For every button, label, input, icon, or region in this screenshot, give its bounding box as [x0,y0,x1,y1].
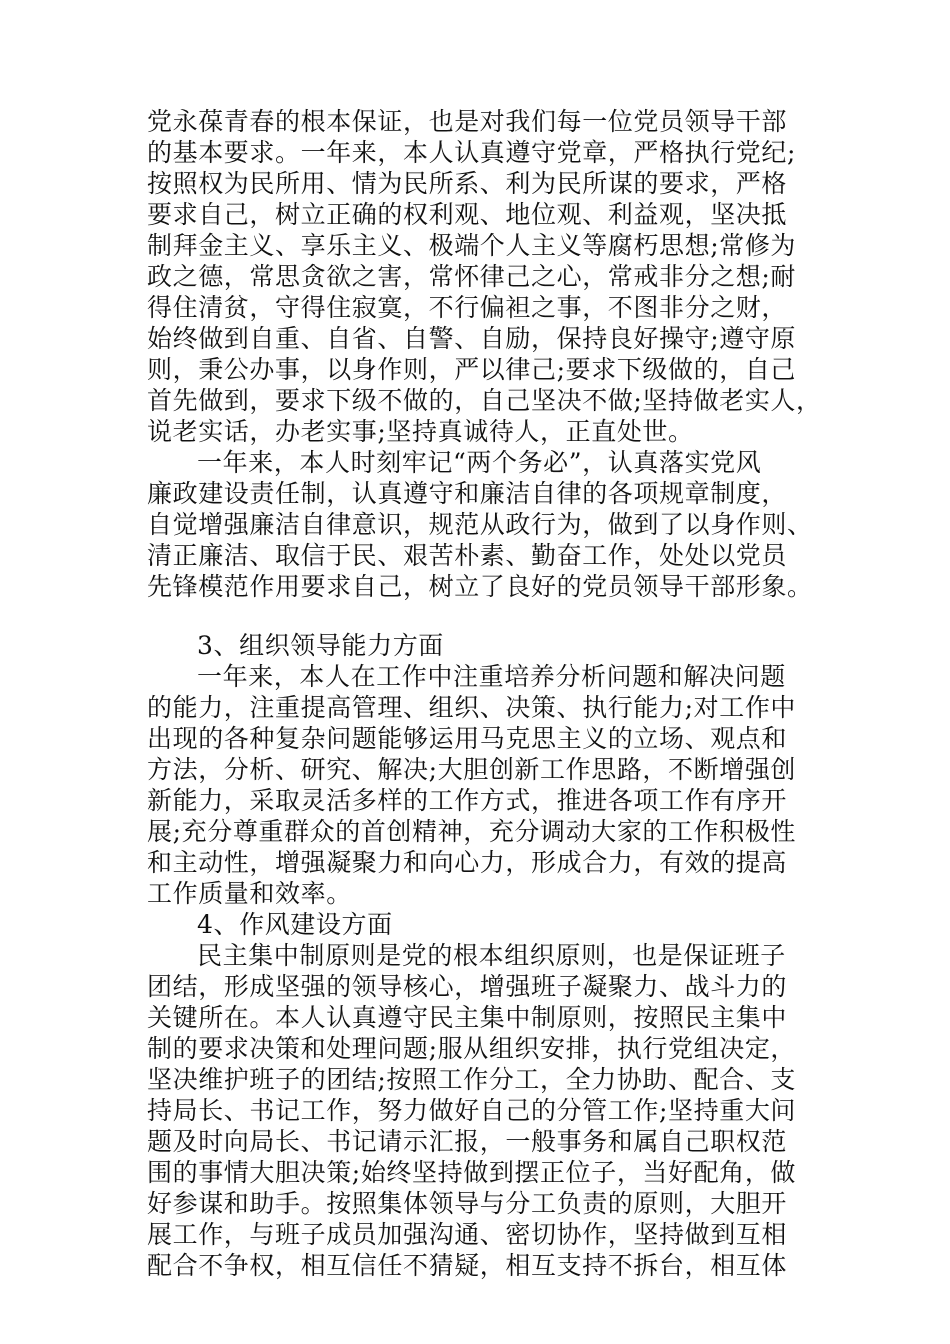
text-line: 配合不争权，相互信任不猜疑，相互支持不拆台，相互体 [147,1251,788,1280]
text-line: 和主动性，增强凝聚力和向心力，形成合力，有效的提高 [147,848,788,877]
section-heading-4: 4、作风建设方面 [197,910,393,939]
text-line: 自觉增强廉洁自律意识，规范从政行为，做到了以身作则、 [147,510,813,539]
text-line: 先锋模范作用要求自己，树立了良好的党员领导干部形象。 [147,572,813,601]
text-line: 得住清贫，守得住寂寞，不行偏袒之事，不图非分之财， [147,293,788,322]
text-line: 制拜金主义、享乐主义、极端个人主义等腐朽思想;常修为 [147,231,797,260]
text-line: 按照权为民所用、情为民所系、利为民所谋的要求，严格 [147,169,788,198]
text-line: 政之德，常思贪欲之害，常怀律己之心，常戒非分之想;耐 [147,262,797,291]
text-line: 围的事情大胆决策;始终坚持做到摆正位子，当好配角，做 [147,1158,797,1187]
text-line: 党永葆青春的根本保证，也是对我们每一位党员领导干部 [147,107,788,136]
text-line: 首先做到，要求下级不做的，自己坚决不做;坚持做老实人， [147,386,822,415]
text-line: 廉政建设责任制，认真遵守和廉洁自律的各项规章制度， [147,479,788,508]
text-line: 展;充分尊重群众的首创精神，充分调动大家的工作积极性 [147,817,797,846]
text-line: 题及时向局长、书记请示汇报，一般事务和属自己职权范 [147,1127,788,1156]
text-line: 民主集中制原则是党的根本组织原则，也是保证班子 [197,941,786,970]
text-line: 一年来，本人时刻牢记“两个务必”，认真落实党风 [197,448,762,477]
text-line: 坚决维护班子的团结;按照工作分工，全力协助、配合、支 [147,1065,797,1094]
text-line: 好参谋和助手。按照集体领导与分工负责的原则，大胆开 [147,1189,788,1218]
text-line: 展工作，与班子成员加强沟通、密切协作，坚持做到互相 [147,1220,788,1249]
paragraph-integrity [147,106,822,447]
text-line: 新能力，采取灵活多样的工作方式，推进各项工作有序开 [147,786,788,815]
section-heading-3: 3、组织领导能力方面 [197,631,444,660]
paragraph-work-style [147,940,812,1281]
text-line: 则，秉公办事，以身作则，严以律己;要求下级做的，自己 [147,355,797,384]
document-page [147,106,822,1281]
text-line: 说老实话，办老实事;坚持真诚待人，正直处世。 [147,417,694,446]
text-line: 关键所在。本人认真遵守民主集中制原则，按照民主集中 [147,1003,788,1032]
text-line: 制的要求决策和处理问题;服从组织安排，执行党组决定， [147,1034,797,1063]
text-line: 的能力，注重提高管理、组织、决策、执行能力;对工作中 [147,693,797,722]
text-line: 方法，分析、研究、解决;大胆创新工作思路，不断增强创 [147,755,797,784]
text-line: 工作质量和效率。 [147,879,352,908]
text-line: 出现的各种复杂问题能够运用马克思主义的立场、观点和 [147,724,788,753]
text-line: 团结，形成坚强的领导核心，增强班子凝聚力、战斗力的 [147,972,788,1001]
text-line: 持局长、书记工作，努力做好自己的分管工作;坚持重大问 [147,1096,797,1125]
text-line: 始终做到自重、自省、自警、自励，保持良好操守;遵守原 [147,324,797,353]
paragraph-clean-governance [147,447,812,602]
text-line: 要求自己，树立正确的权利观、地位观、利益观，坚决抵 [147,200,788,229]
text-line: 的基本要求。一年来，本人认真遵守党章，严格执行党纪; [147,138,797,167]
paragraph-leadership [147,661,812,909]
text-line: 清正廉洁、取信于民、艰苦朴素、勤奋工作，处处以党员 [147,541,788,570]
text-line: 一年来，本人在工作中注重培养分析问题和解决问题 [197,662,786,691]
paragraph-spacer [147,602,812,630]
